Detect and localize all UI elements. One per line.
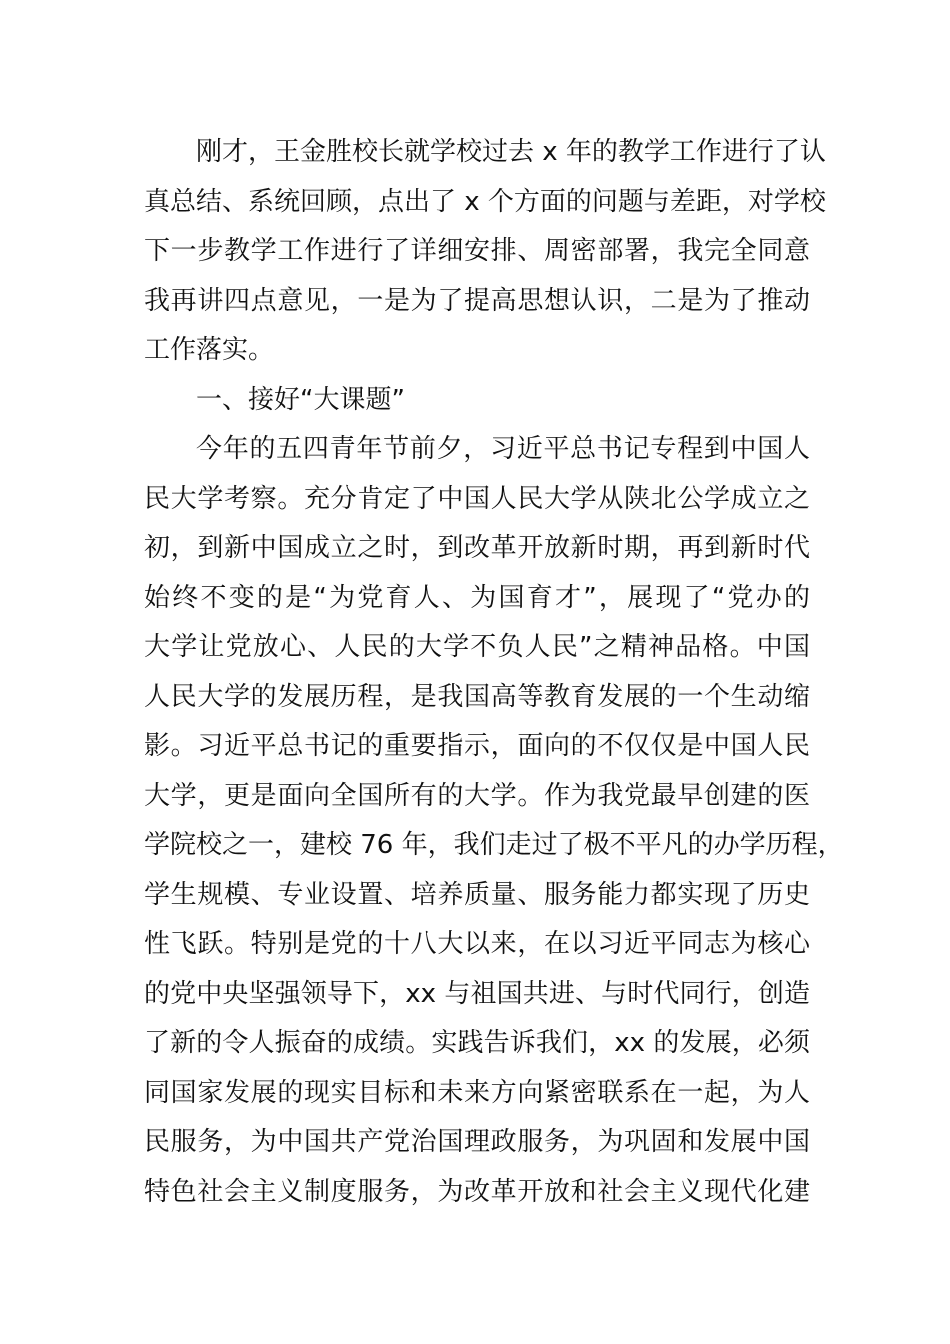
- paragraph-line: 始终不变的是“为党育人、为国育才”，展现了“党办的: [144, 582, 810, 613]
- section-heading: 一、接好“大课题”: [196, 384, 405, 415]
- paragraph-line: 下一步教学工作进行了详细安排、周密部署，我完全同意: [144, 236, 810, 266]
- paragraph-line: 影。习近平总书记的重要指示，面向的不仅仅是中国人民: [144, 731, 810, 761]
- paragraph-line: 大学让党放心、人民的大学不负人民”之精神品格。中国: [144, 632, 810, 662]
- paragraph-line: 同国家发展的现实目标和未来方向紧密联系在一起，为人: [144, 1077, 810, 1108]
- paragraph-line: 特色社会主义制度服务，为改革开放和社会主义现代化建: [144, 1176, 810, 1207]
- paragraph-line: 了新的令人振奋的成绩。实践告诉我们，xx 的发展，必须: [144, 1028, 810, 1058]
- paragraph-line: 民服务，为中国共产党治国理政服务，为巩固和发展中国: [144, 1127, 810, 1157]
- paragraph-line: 真总结、系统回顾，点出了 x 个方面的问题与差距，对学校: [144, 186, 826, 217]
- paragraph-line: 性飞跃。特别是党的十八大以来，在以习近平同志为核心: [144, 929, 810, 959]
- paragraph-intro: [144, 128, 826, 376]
- document-body: [144, 128, 844, 1217]
- paragraph-line: 今年的五四青年节前夕，习近平总书记专程到中国人: [196, 434, 810, 464]
- paragraph-line: 大学，更是面向全国所有的大学。作为我党最早创建的医: [144, 780, 810, 811]
- paragraph-line: 人民大学的发展历程，是我国高等教育发展的一个生动缩: [144, 681, 810, 712]
- paragraph-line: 初，到新中国成立之时，到改革开放新时期，再到新时代: [144, 533, 810, 563]
- paragraph-line: 我再讲四点意见，一是为了提高思想认识，二是为了推动: [144, 285, 810, 316]
- paragraph-section-one: [144, 425, 844, 1217]
- paragraph-line: 民大学考察。充分肯定了中国人民大学从陕北公学成立之: [144, 483, 810, 514]
- paragraph-line: 工作落实。: [144, 335, 275, 365]
- paragraph-line: 学院校之一，建校 76 年，我们走过了极不平凡的办学历程，: [144, 830, 844, 860]
- paragraph-line: 的党中央坚强领导下，xx 与祖国共进、与时代同行，创造: [144, 978, 810, 1009]
- paragraph-line: 学生规模、专业设置、培养质量、服务能力都实现了历史: [144, 879, 810, 910]
- paragraph-line: 刚才，王金胜校长就学校过去 x 年的教学工作进行了认: [196, 137, 826, 167]
